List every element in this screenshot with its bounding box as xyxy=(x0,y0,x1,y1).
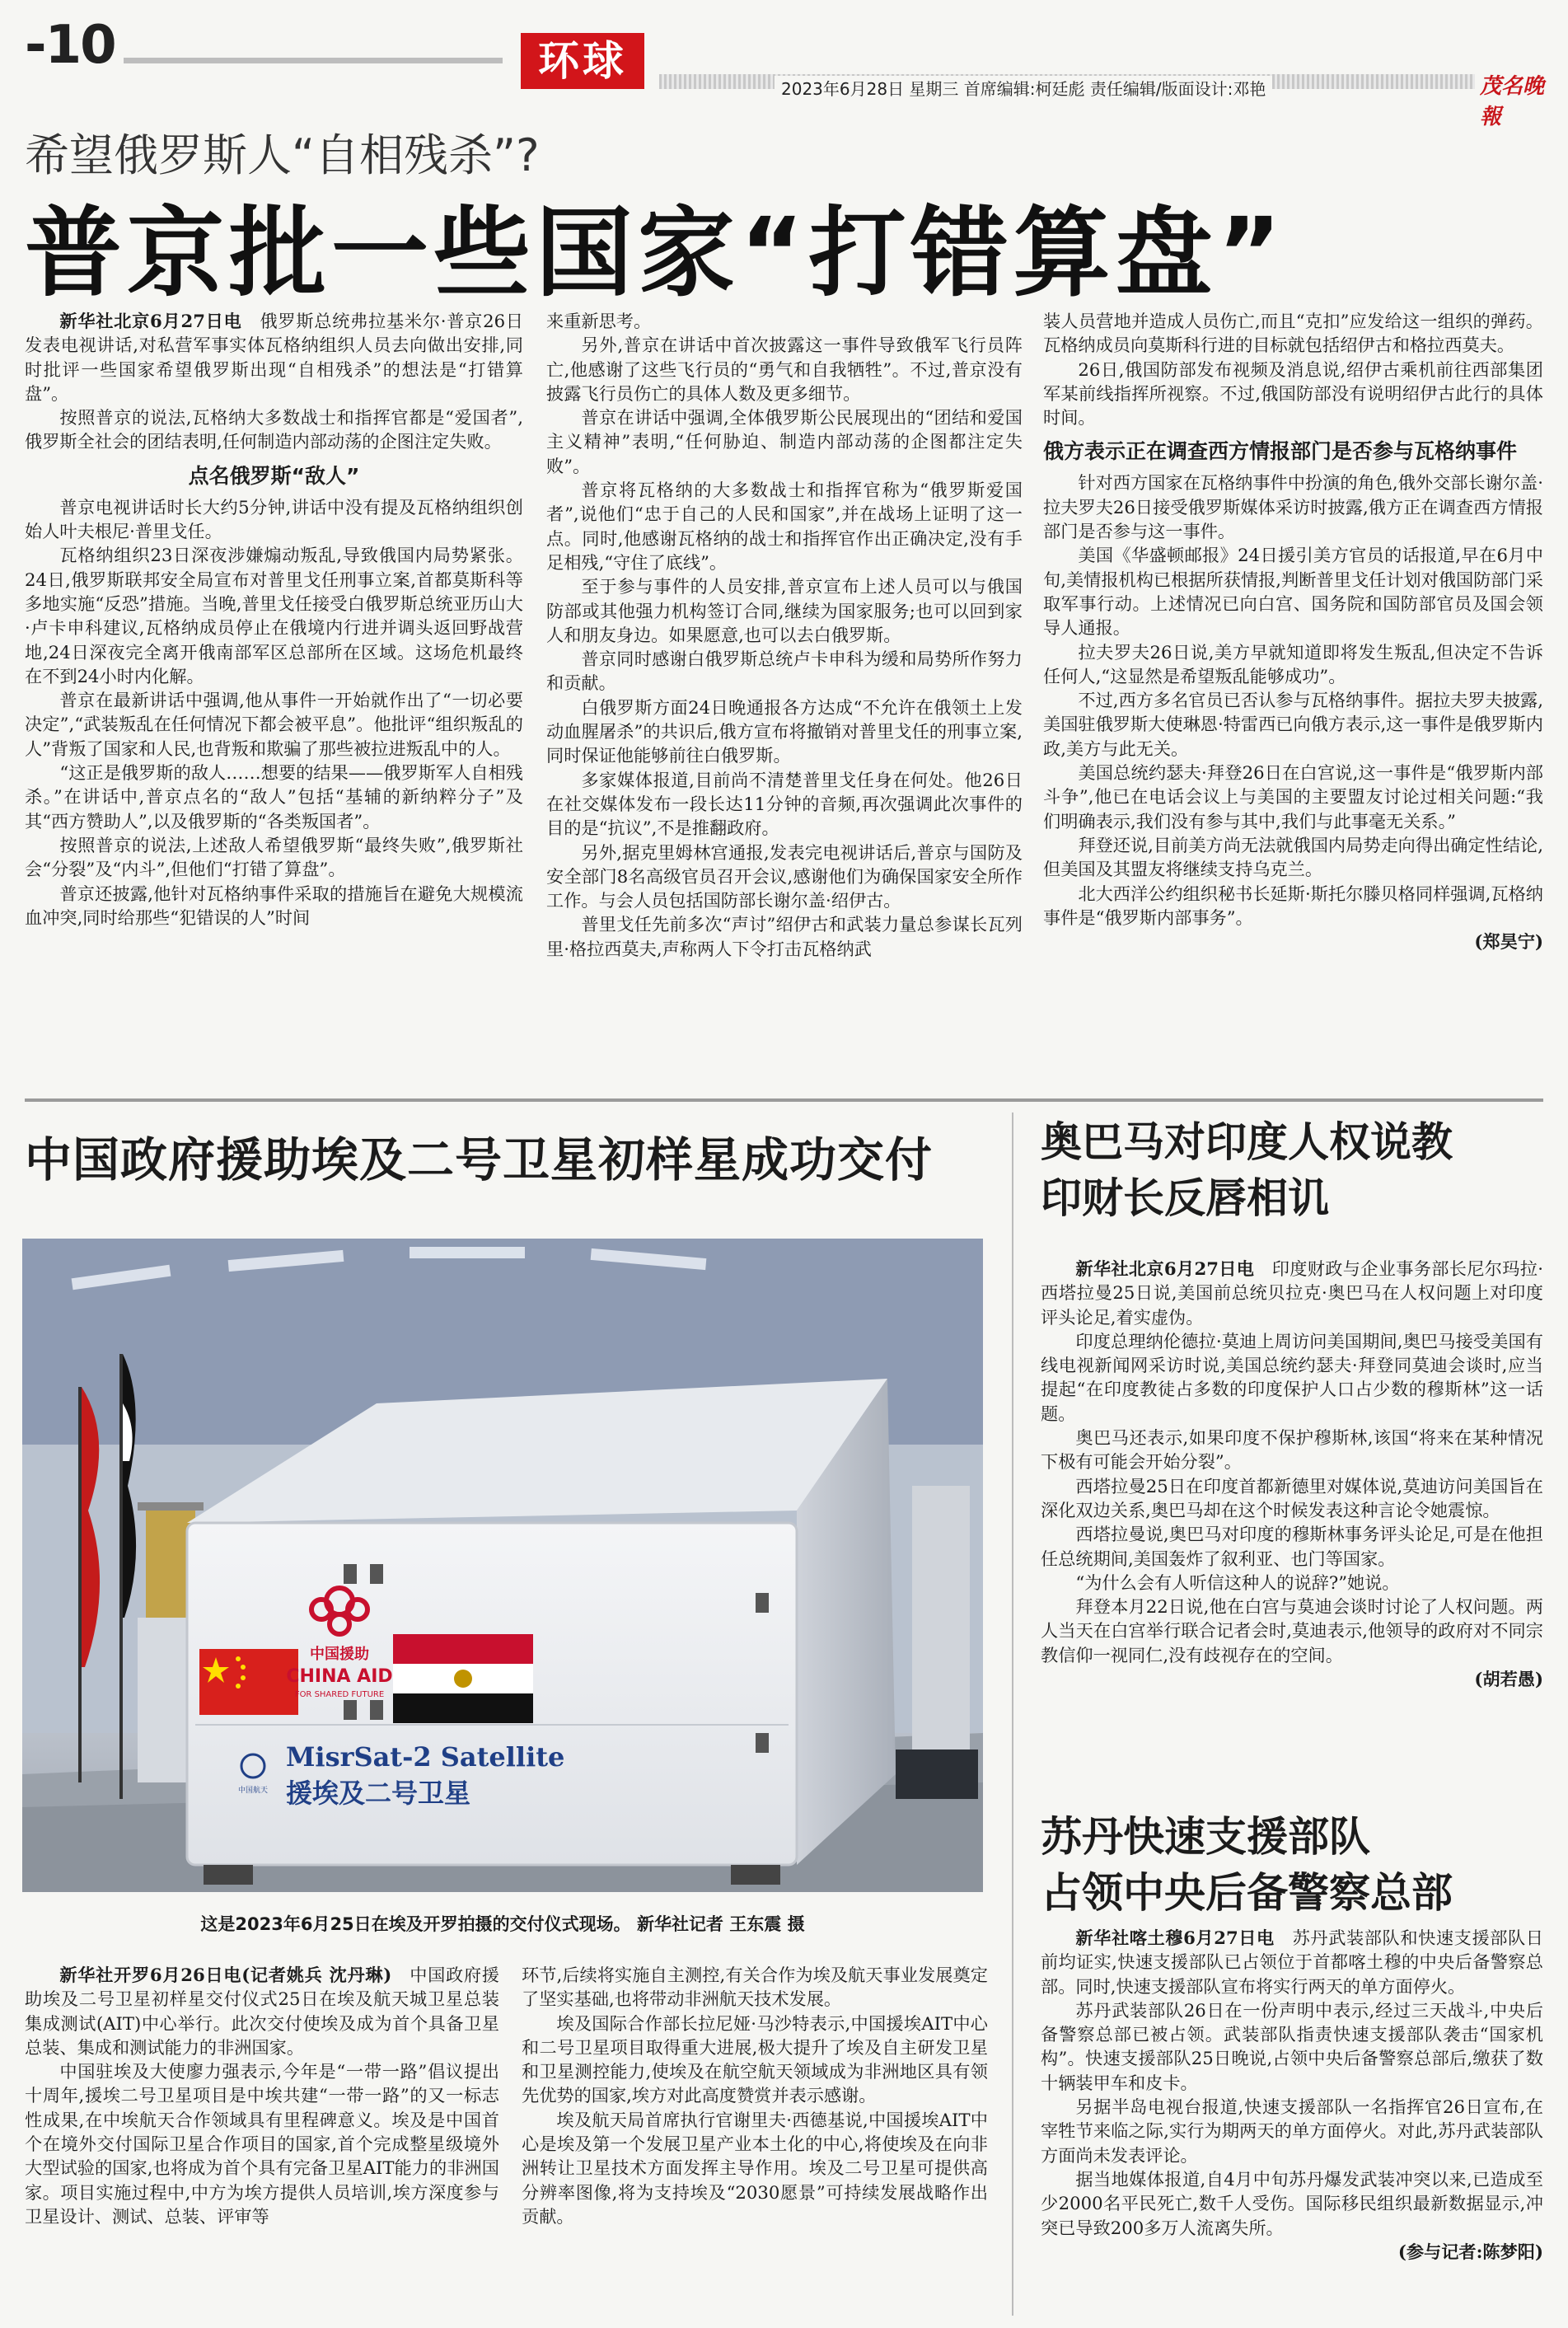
paragraph: 普京将瓦格纳的大多数战士和指挥官称为“俄罗斯爱国者”,说他们“忠于自己的人民和国家”,并在战场上证明了这一点。同时,他感谢瓦格纳的战士和指挥官作出正确决定,没有手足相残,“守住了底线”。 xyxy=(546,480,1023,573)
lead-column-3 xyxy=(1043,309,1543,953)
paragraph: 多家媒体报道,目前尚不清楚普里戈任身在何处。他26日在社交媒体发布一段长达11分钟的音频,再次强调此次事件的目的是“抗议”,不是推翻政府。 xyxy=(546,769,1023,839)
badge-text: 中国航天 xyxy=(237,1787,269,1795)
subheading: 点名俄罗斯“敌人” xyxy=(188,463,360,488)
dateline-credit: 新华社开罗6月26日电(记者姚兵 沈丹琳) xyxy=(59,1965,392,1985)
paragraph: 北大西洋公约组织秘书长延斯·斯托尔滕贝格同样强调,瓦格纳事件是“俄罗斯内部事务”。 xyxy=(1043,883,1543,928)
section-label: 环球 xyxy=(521,33,644,89)
paragraph: 普京在讲话中强调,全体俄罗斯公民展现出的“团结和爱国主义精神”表明,“任何胁迫、制造内部动荡的企图都注定失败”。 xyxy=(546,407,1023,476)
lead-paragraph xyxy=(25,309,523,405)
obama-headline: 奥巴马对印度人权说教 印财长反唇相讥 xyxy=(1041,1118,1453,1222)
lead-headline: 普京批一些国家“打错算盘” xyxy=(25,196,1287,310)
dateline: 2023年6月28日 星期三 首席编辑:柯廷彪 责任编辑/版面设计:邓艳 xyxy=(775,76,1272,100)
paragraph: “为什么会有人听信这种人的说辞?”她说。 xyxy=(1075,1572,1400,1593)
paragraph: 美国总统约瑟夫·拜登26日在白宫说,这一事件是“俄罗斯内部斗争”,他已在电话会议上与美国的主要盟友讨论过相关问题:“我们明确表示,我们没有参与其中,我们与此事毫无关系。” xyxy=(1043,762,1543,831)
paragraph: 普京还披露,他针对瓦格纳事件采取的措施旨在避免大规模流血冲突,同时给那些“犯错误的人”时间 xyxy=(25,883,523,928)
paragraph: 奥巴马还表示,如果印度不保护穆斯林,该国“将来在某种情况下极有可能会开始分裂”。 xyxy=(1041,1427,1543,1473)
paragraph: 苏丹武装部队26日在一份声明中表示,经过三天战斗,中央后备警察总部已被占领。武装部队指责快速支援部队袭击“国家机构”。快速支援部队25日晚说,占领中央后备警察总部后,缴获了数十辆装甲车和皮卡。 xyxy=(1041,1999,1543,2093)
photo-caption: 这是2023年6月25日在埃及开罗拍摄的交付仪式现场。 新华社记者 王东震 摄 xyxy=(200,1914,805,1934)
paragraph: 印度总理纳伦德拉·莫迪上周访问美国期间,奥巴马接受美国有线电视新闻网采访时说,美国总统约瑟夫·拜登同莫迪会谈时,应当提起“在印度教徒占多数的印度保护人口占少数的穆斯林”这一话题。 xyxy=(1041,1330,1543,1424)
paragraph: 来重新思考。 xyxy=(546,311,652,331)
lead-paragraph xyxy=(25,1963,499,2059)
sudan-column xyxy=(1041,1926,1543,2264)
lead-kicker: 希望俄罗斯人“自相残杀”? xyxy=(25,129,540,181)
author-credit: (参与记者:陈梦阳) xyxy=(1397,2241,1543,2262)
paragraph: 中国驻埃及大使廖力强表示,今年是“一带一路”倡议提出十周年,援埃二号卫星项目是中埃共建“一带一路”的又一标志性成果,在中埃航天合作领域具有里程碑意义。埃及是中国首个在境外交付国际卫星合作项目的国家,首个完成整星级境外大型试验的国家,也将成为首个具有完备卫星AIT能力的非洲国家。项目实施过程中,中方为埃方提供人员培训,埃方深度参与卫星设计、测试、总装、评审等 xyxy=(25,2061,499,2227)
china-flag xyxy=(199,1649,298,1715)
satellite-name-cn: 援埃及二号卫星 xyxy=(286,1778,471,1809)
author-credit: (胡若愚) xyxy=(1474,1669,1543,1690)
paragraph: 装人员营地并造成人员伤亡,而且“克扣”应发给这一组织的弹药。瓦格纳成员向莫斯科行进的目标就包括绍伊古和格拉西莫夫。 xyxy=(1043,311,1543,356)
egypt-column-2 xyxy=(522,1963,988,2228)
paragraph: 环节,后续将实施自主测控,有关合作为埃及航天事业发展奠定了坚实基础,也将带动非洲航天技术发展。 xyxy=(522,1965,988,2010)
paragraph: 另外,普京在讲话中首次披露这一事件导致俄军飞行员阵亡,他感谢了这些飞行员的“勇气和自我牺牲”。不过,普京没有披露飞行员伤亡的具体人数及更多细节。 xyxy=(546,335,1023,404)
paragraph: 瓦格纳组织23日深夜涉嫌煽动叛乱,导致俄国内局势紧张。24日,俄罗斯联邦安全局宣布对普里戈任刑事立案,首都莫斯科等多地实施“反恐”措施。当晚,普里戈任接受白俄罗斯总统亚历山大·卢卡申科建议,瓦格纳成员停止在俄境内行进并调头返回野战营地,24日深夜完全离开俄南部军区总部所在区域。这场危机最终在不到24小时内化解。 xyxy=(25,545,523,686)
dateline-credit: 新华社北京6月27日电 xyxy=(59,311,242,331)
header-rule-left xyxy=(124,58,503,63)
egypt-column-1 xyxy=(25,1963,499,2228)
sudan-headline: 苏丹快速支援部队 占领中央后备警察总部 xyxy=(1041,1813,1453,1917)
paragraph: 另外,据克里姆林宫通报,发表完电视讲话后,普京与国防及安全部门8名高级官员召开会议,感谢他们为确保国家安全所作工作。与会人员包括国防部长谢尔盖·绍伊古。 xyxy=(546,841,1023,911)
masthead-logo: 茂名晚報 xyxy=(1475,69,1568,130)
paragraph: 拜登还说,目前美方尚无法就俄国内局势走向得出确定性结论,但美国及其盟友将继续支持乌克兰。 xyxy=(1043,834,1543,880)
obama-column xyxy=(1041,1257,1543,1691)
paragraph: 西塔拉曼说,奥巴马对印度的穆斯林事务评头论足,可是在他担任总统期间,美国轰炸了叙利亚、也门等国家。 xyxy=(1041,1524,1543,1569)
dateline-credit: 新华社喀土穆6月27日电 xyxy=(1075,1928,1275,1948)
lead-paragraph xyxy=(1041,1257,1543,1329)
paragraph: 拉夫罗夫26日说,美方早就知道即将发生叛乱,但决定不告诉任何人,“这显然是希望叛乱能够成功”。 xyxy=(1043,641,1543,686)
paragraph: 据当地媒体报道,自4月中旬苏丹爆发武装冲突以来,已造成至少2000名平民死亡,数千人受伤。国际移民组织最新数据显示,冲突已导致200多万人流离失所。 xyxy=(1041,2168,1543,2238)
paragraph-text: 中国政府援助埃及二号卫星初样星交付仪式25日在埃及航天城卫星总装集成测试(AIT)中心举行。此次交付使埃及成为首个具备卫星总装、集成和测试能力的非洲国家。 xyxy=(25,1965,499,2058)
paragraph: 至于参与事件的人员安排,普京宣布上述人员可以与俄国防部或其他强力机构签订合同,继续为国家服务;也可以回到家人和朋友身边。如果愿意,也可以去白俄罗斯。 xyxy=(546,576,1023,645)
satellite-photo-illustration xyxy=(22,1239,983,1892)
satellite-name-en: MisrSat-2 Satellite xyxy=(286,1741,565,1773)
logo-cn-text: 中国援助 xyxy=(310,1646,369,1663)
lead-paragraph xyxy=(1041,1926,1543,1998)
egypt-flag xyxy=(393,1634,533,1723)
paragraph: 26日,俄国防部发布视频及消息说,绍伊古乘机前往西部集团军某前线指挥所视察。不过,俄国防部没有说明绍伊古此行的具体时间。 xyxy=(1043,358,1543,429)
page-number: -10 xyxy=(25,15,115,76)
paragraph: 埃及国际合作部长拉尼娅·马沙特表示,中国援埃AIT中心和二号卫星项目取得重大进展,极大提升了埃及自主研发卫星和卫星测控能力,使埃及在航空航天领域成为非洲地区具有领先优势的国家,埃方对此高度赞赏并表示感谢。 xyxy=(522,2012,988,2106)
paragraph: 西塔拉曼25日在印度首都新德里对媒体说,莫迪访问美国旨在深化双边关系,奥巴马却在这个时候发表这种言论令她震惊。 xyxy=(1041,1475,1543,1520)
paragraph-text: 印度财政与企业事务部长尼尔玛拉·西塔拉曼25日说,美国前总统贝拉克·奥巴马在人权问题上对印度评头论足,着实虚伪。 xyxy=(1041,1258,1543,1328)
paragraph: 不过,西方多名官员已否认参与瓦格纳事件。据拉夫罗夫披露,美国驻俄罗斯大使琳恩·特雷西已向俄方表示,这一事件是俄罗斯内政,美方与此无关。 xyxy=(1043,690,1543,759)
paragraph-text: 俄罗斯总统弗拉基米尔·普京26日发表电视讲话,对私营军事实体瓦格纳组织人员去向做出安排,同时批评一些国家希望俄罗斯出现“自相残杀”的想法是“打错算盘”。 xyxy=(25,311,523,404)
paragraph: 按照普京的说法,上述敌人希望俄罗斯“最终失败”,俄罗斯社会“分裂”及“内斗”,但他们“打错了算盘”。 xyxy=(25,834,523,880)
paragraph: 普京电视讲话时长大约5分钟,讲话中没有提及瓦格纳组织创始人叶夫根尼·普里戈任。 xyxy=(25,496,523,542)
paragraph: 埃及航天局首席执行官谢里夫·西德基说,中国援埃AIT中心是埃及第一个发展卫星产业本土化的中心,将使埃及在向非洲转让卫星技术方面发挥主导作用。埃及二号卫星可提供高分辨率图像,将为支持埃及“2030愿景”可持续发展战略作出贡献。 xyxy=(522,2109,988,2227)
paragraph: 拜登本月22日说,他在白宫与莫迪会谈时讨论了人权问题。两人当天在白宫举行联合记者会时,莫迪表示,他领导的政府对不同宗教信仰一视同仁,没有歧视存在的空间。 xyxy=(1041,1596,1543,1665)
paragraph: 普京在最新讲话中强调,他从事件一开始就作出了“一切必要决定”,“武装叛乱在任何情况下都会被平息”。他批评“组织叛乱的人”背叛了国家和人民,也背叛和欺骗了那些被拉进叛乱中的人。 xyxy=(25,690,523,759)
paragraph: 另据半岛电视台报道,快速支援部队一名指挥官26日宣布,在宰牲节来临之际,实行为期两天的单方面停火。对此,苏丹武装部队方面尚未发表评论。 xyxy=(1041,2096,1543,2166)
subheading: 俄方表示正在调查西方情报部门是否参与瓦格纳事件 xyxy=(1043,439,1518,464)
paragraph: 白俄罗斯方面24日晚通报各方达成“不允许在俄领土上发动血腥屠杀”的共识后,俄方宣布将撤销对普里戈任的刑事立案,同时保证他能够前往白俄罗斯。 xyxy=(546,696,1023,766)
paragraph: 美国《华盛顿邮报》24日援引美方官员的话报道,早在6月中旬,美情报机构已根据所获情报,判断普里戈任计划对俄国防部门采取军事行动。上述情况已向白宫、国务院和国防部官员及国会领导人通报。 xyxy=(1043,545,1543,639)
paragraph: 按照普京的说法,瓦格纳大多数战士和指挥官都是“爱国者”,俄罗斯全社会的团结表明,任何制造内部动荡的企图注定失败。 xyxy=(25,407,523,452)
lead-column-1 xyxy=(25,309,523,930)
author-credit: (郑昊宁) xyxy=(1474,931,1543,953)
logo-en-text: CHINA AID xyxy=(286,1666,393,1687)
logo-sub-text: FOR SHARED FUTURE xyxy=(294,1690,385,1699)
paragraph: 普京同时感谢白俄罗斯总统卢卡申科为缓和局势所作努力和贡献。 xyxy=(546,649,1023,694)
lead-column-2 xyxy=(546,309,1023,961)
paragraph: 普里戈任先前多次“声讨”绍伊古和武装力量总参谋长瓦列里·格拉西莫夫,声称两人下令打击瓦格纳武 xyxy=(546,914,1023,959)
satellite-photo xyxy=(22,1239,983,1892)
section-divider xyxy=(25,1098,1543,1102)
paragraph-text: 苏丹武装部队和快速支援部队日前均证实,快速支援部队已占领位于首都喀土穆的中央后备警察总部。同时,快速支援部队宣布将实行两天的单方面停火。 xyxy=(1041,1928,1543,1997)
egypt-headline: 中国政府援助埃及二号卫星初样星成功交付 xyxy=(25,1133,933,1187)
column-divider xyxy=(1012,1112,1013,2316)
paragraph: 针对西方国家在瓦格纳事件中扮演的角色,俄外交部长谢尔盖·拉夫罗夫26日接受俄罗斯媒体采访时披露,俄方正在调查西方情报部门是否参与这一事件。 xyxy=(1043,472,1543,542)
dateline-credit: 新华社北京6月27日电 xyxy=(1075,1258,1255,1279)
paragraph: “这正是俄罗斯的敌人……想要的结果——俄罗斯军人自相残杀。”在讲话中,普京点名的“敌人”包括“基辅的新纳粹分子”及其“西方赞助人”,以及俄罗斯的“各类叛国者”。 xyxy=(25,762,523,831)
